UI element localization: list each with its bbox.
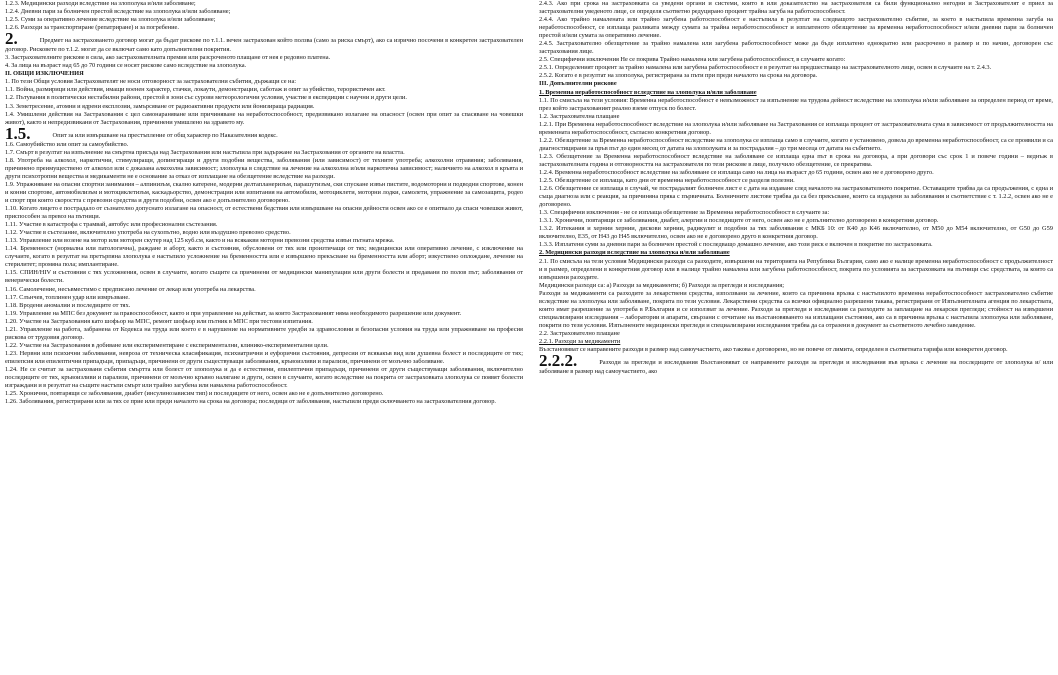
- paragraph: [5, 103, 523, 111]
- paragraph-text: 1.2.3. Обезщетение за Временна неработоспособност вследствие на заболяване се изплаща една път в срока на договора, а при договори със срок 1 и повече години – веднъж в застрахователната година и отговорността на застрахователя по тези рискове в лице, получило обезщетение, се прекратява.: [539, 152, 1053, 168]
- paragraph: [5, 62, 523, 70]
- paragraph-text: 1.22. Участие на Застрахования в добиване или експериментиране с експериментални, клинико-експериментални цели.: [5, 341, 329, 349]
- paragraph-text: 1. По тези Общи условия Застрахователят не носи отговорност за застрахователни събития, държащи се на:: [5, 78, 297, 86]
- paragraph-text: 2. Медицински разходи вследствие на злополука и/или заболяване: [539, 249, 730, 257]
- paragraph: [5, 16, 523, 24]
- paragraph-text: 1.9. Упражняване на опасни спортни занимания – алпинизъм, скално катерене, модерни делтапланеризъм, парашутизъм, ски спускане извън пистите, водомоторни и подводни спортове, конен и конни спортове, автомобилизъм и мотоциклетизъм, каскадьорство, демонстрации или изпитания на автомобили, мотоциклети, моторни лодки, самолети, упражнение за самозащита, родео и спорт при които скоростта с превозни средства и други подобни, освен ако е допълнително договорено.: [5, 180, 523, 204]
- paragraph-text: 1.2.5. Обезщетение се изплаща, като дни от временна неработоспособност се разделя полезни.: [539, 177, 795, 185]
- paragraph-text: III. Допълнителни рискове: [539, 80, 617, 88]
- paragraph-text: 1.6. Самоубийство или опит за самоубийство.: [5, 140, 129, 148]
- paragraph-text: 1.2.6. Разходи за транспортиране (репатриране) и за погребение.: [5, 24, 179, 32]
- paragraph-text: 1.3. Специфични изключения - не се изплаща обезщетение за Временна неработоспособност в случаите за:: [539, 209, 830, 217]
- paragraph: [539, 89, 1053, 97]
- paragraph: [539, 80, 1053, 88]
- paragraph-text: 1.2.4. Временна неработоспособност вследствие на заболяване се изплаща само на лица на възраст до 65 години, освен ако не е договорено друго.: [539, 168, 934, 176]
- paragraph: [5, 221, 523, 229]
- paragraph-text: 1.26. Заболявания, регистрирани или за тях се прие или преди началото на срока на договора; последици от заболявания, настъпили преди сключването на застрахователния договор.: [5, 398, 496, 406]
- paragraph-text: 3. Застрахователните рискове в сила, ако застрахователната премия или разсроченото плащане от нея е редовно платена.: [5, 54, 331, 62]
- paragraph: [5, 350, 523, 366]
- paragraph-text: 1. Временна неработоспособност вследствие на злополука и/или заболяване: [539, 88, 757, 96]
- paragraph-text: 1.7. Смърт в резултат на изпълнение на смъртна присъда над Застрахования или настъпила при задържане на Застрахования от органите на властта.: [5, 148, 405, 156]
- paragraph-text: 1.2.6. Обезщетение се изплаща в случай, че пострадалият болничен лист е с дата на издаване след началото на застрахователното покритие. Оставащите трябва да са продължения, с една и съща диагноза или с реакция, за причиняна пряка с първичната. Болничните листове трябва да са без прекъсване, които са издадени за заболявания и съответствие с т. 1.2.2, освен ако не е договорено.: [539, 185, 1053, 209]
- paragraph: [539, 40, 1053, 56]
- paragraph-text: 2.4.5. Застрахователно обезщетение за трайно намалена или загубена работоспособност може да бъде изплатено еднократно или разсрочено в размер и по начин, договорен със застрахования лице.: [539, 40, 1053, 56]
- paragraph-text: 1.3.1. Хронични, повтарящи се заболявания, диабет, алергии и последиците от него, освен ако не е допълнително договорено в конкретния договор.: [539, 217, 939, 225]
- paragraph-text: 2.1. По смисъла на тези условия Медицински разходи са разходите, извършени на територията на Република България, само ако е налице временна неработоспособност с продължителност и в размер, определени в конкретния договор или в налице трайно намалена или загубена работоспособност, покрита по условията за застраховката на пътници със средствата, за които са извършени разходите.: [539, 257, 1053, 281]
- paragraph: [539, 225, 1053, 241]
- paragraph: [539, 282, 1053, 290]
- paragraph: [5, 398, 523, 406]
- paragraph-text: 1.3. Земетресение, атомни и ядрени експлозии, замърсяване от радиоактивни продукти или йонизираща радиация.: [5, 102, 315, 110]
- paragraph: [539, 137, 1053, 153]
- paragraph-text: 2.5.2. Когато е в резултат на злополука, регистрирана за пъти при преди началото на срока на договора.: [539, 72, 818, 80]
- paragraph-text: 2.4.4. Ако трайно намалената или трайно загубена работоспособност е настъпила в резултат на следващото застрахователно събитие, за което в настъпила временна загуба на неработоспособност, се изплаща разликата между сумата за трайна неработоспособност и изплатеното обезщетение за временна неработоспособност и/или дневни пари за болничен престой и/или сумата за оперативно лечение.: [539, 16, 1053, 40]
- paragraph: [539, 121, 1053, 137]
- paragraph: [5, 24, 523, 32]
- paragraph: [5, 54, 523, 62]
- paragraph-text: 2.5. Специфични изключения Не се покрива Трайно намалена или загубена работоспособност, в случаите когато:: [539, 56, 846, 64]
- paragraph-text: 1.2.5. Суми за оперативно лечение вследствие на злополука и/или заболяване;: [5, 16, 216, 24]
- paragraph: [5, 181, 523, 205]
- paragraph: [539, 290, 1053, 330]
- paragraph-text: 1.13. Управление или возене на мотор или моторен скутер над 125 куб.см, както и на всякакви моторни превозни средства извън пътната мрежа.: [5, 237, 395, 245]
- paragraph: [5, 0, 523, 8]
- paragraph: [539, 241, 1053, 249]
- paragraph-text: Медицински разходи са: а) Разходи за медикаменти; б) Разходи за прегледи и изследвания;: [539, 281, 784, 289]
- right-column: [539, 0, 1053, 675]
- paragraph-text: 1.21. Управление на работа, забранена от Кодекса на труда или което е в нарушение на нормативните уредби за здравословни и безопасни условия на труда или упражняване на професия рискова от трудовия договор.: [5, 325, 523, 341]
- paragraph-text: 1.20. Участие на Застрахования като шофьор на МПС, ремонт шофьор или пътник в МПС при тестови изпитания.: [5, 317, 313, 325]
- paragraph-text: 1.8. Употреба на алкохол, наркотични, стимулиращи, допингиращи и други подобни вещества, заболявания (или зависимост) от техните употреба; алкохолни отравяния; заболявания, причинено преимуществено от алкохол или с доказана алкохолна зависимост; злополука в следствие на лечение на алкохолна и/или наркотична зависимост; наличието на алкохол в кръвта и други психотропни вещества и медикаменти не е основание за отказ от изплащане на обезщетение вследствие на разходи.: [5, 156, 523, 180]
- section-number: 2.2.2.: [539, 351, 578, 371]
- paragraph: [5, 310, 523, 318]
- paragraph: [539, 177, 1053, 185]
- paragraph-text: Разходи за медикаменти са разходите за лекарствени средства, използвани за лечение, които са причинна връзка с настъпилото временна неработоспособност застрахователно събитие вследствие на злополука или заболяване, покрита по тези условия. Лекарствени средства са всички официално разрешени такава, регистрирани от Изпълнителната агенция по лекарствата, които имат разрешение за употреба в Р.България и се използват за лечение. Разходи за прегледи и изследвания са разходите за заплащане на лекарски прегледи; стойност на извършени специализирани изследвания – лаборатории и апарати, свързани с отчитане на възстановяването на изплащани състояния, ако са в причинна връзка с настъпила злополука или заболяване, покрити по тези условия. Изпълнените медицински прегледи и специализирани изследвания трябва да са отразени в документ за съответното лечебно заведение.: [539, 289, 1053, 329]
- paragraph-text: 1.17. Слънчев, топлинен удар или измръзване.: [5, 293, 130, 301]
- paragraph: [5, 286, 523, 294]
- paragraph: [5, 78, 523, 86]
- paragraph-text: Опит за или извършване на престъпление от общ характер по Наказателния кодекс.: [52, 131, 278, 139]
- paragraph: [5, 237, 523, 245]
- section-number: 2.: [5, 29, 18, 49]
- paragraph: [5, 245, 523, 269]
- paragraph: [539, 351, 1053, 376]
- paragraph-text: Разходи за прегледи и изследвания Възстановяват се направените разходи за прегледи и изследвания във връзка с лечение на последиците от злополука и/ или заболяване в размер над самоучастието, ако: [539, 359, 1053, 376]
- paragraph: [539, 169, 1053, 177]
- paragraph: [539, 0, 1053, 16]
- paragraph: [539, 56, 1053, 64]
- paragraph-text: 1.19. Управление на МПС без документ за правоспособност, както и при управление на действат, за които Застрахованият няма необходимото разрешение или документ.: [5, 309, 462, 317]
- paragraph: [5, 205, 523, 221]
- paragraph-text: 1.2.3. Медицински разходи вследствие на злополука и/или заболяване;: [5, 0, 196, 7]
- paragraph: [5, 157, 523, 181]
- paragraph: [5, 326, 523, 342]
- paragraph-text: 1.23. Нервни или психични заболявания, невроза от техническа класификация, психиатрични и еуфорични състояния, депресии от всякакъв вид или душевна болест и последиците от тях; епилепсия или епилептични припадъци, припадъци, причинени от други съществуващи заболявания, кръвоизливи и парализи, причинени от мозъчно заболяване.: [5, 349, 523, 365]
- paragraph-text: Предмет на застраховането договор могат да бъдат рискове по т.1.1. вечен застрахован който ползва (само за рискa смърт), ако са изрично посочени в конкретен застрахователен договор. Рисковете по т.1.2. могат да се включат само като допълнителни покрития.: [5, 37, 523, 54]
- paragraph: [539, 258, 1053, 282]
- paragraph-text: 1.24. Не се считат за застраховани събития смъртта или болест от злополука и да е естествени, епилептични припадъци, причинени от други съществуващи заболявания, включително последиците от тях, кръвоизливи и парализи, причинени от мозъчно кръвно налягане и други, освен в случаите, когато вследствие на покрита от застраховката злополука се появят болести изграждани и в резултат на същите настъпи смърт или трайно загубена или намалена работоспособност.: [5, 365, 523, 390]
- paragraph-text: 1.4. Умишлени действия на Застрахования с цел самонараняване или причиняване на неработоспособност, предизвикано излагане на опасност (освен при опит за спасяване на човешки живот), както и непредизвикани от Застрахования, причинени умишлено на здравето му.: [5, 110, 523, 126]
- paragraph: [5, 94, 523, 102]
- paragraph: [5, 8, 523, 16]
- paragraph: [5, 269, 523, 285]
- paragraph: [539, 16, 1053, 40]
- paragraph-text: II. ОБЩИ ИЗКЛЮЧЕНИЯ: [5, 70, 84, 78]
- left-column: [5, 0, 523, 675]
- paragraph-text: 1.14. Бременност (нормална или патологична), раждане и аборт, както и състояния, обусловени от тях или произтичащи от тях; медицински или оперативно лечение, с изключение на случаите, когато в резултат на претърпяна злополука е настъпило усложнение на бременността или е извършено прекъсване на бременността или аборт; изкуствено оплождане, лечение на стерилитет; промяна пола; имплантиране.: [5, 245, 523, 269]
- paragraph: [5, 29, 523, 54]
- paragraph-text: 1.15. СПИН/HIV и състояния с тях усложнения, освен в случаите, когато същите са причинени от медицински манипулации или други болести и предавани по полов път; заболявания от венерически болести.: [5, 269, 523, 285]
- paragraph-text: 1.10. Когато лицето е пострадало от съзнателно допуснато излагане на опасност, от естествени бедствия или извършване на опасни дейности освен ако се е опитвало да спаси човешки живот, приспособен за превоз на пътници.: [5, 205, 523, 221]
- paragraph: [5, 229, 523, 237]
- paragraph: [5, 70, 523, 78]
- paragraph: [539, 338, 1053, 346]
- paragraph: [5, 141, 523, 149]
- paragraph: [539, 72, 1053, 80]
- paragraph-text: 1.12. Участие в състезание, включително употреба на сухопътно, водно или въздушно превозно средство.: [5, 229, 291, 237]
- paragraph: [539, 113, 1053, 121]
- paragraph-text: 1.11. Участие в катастрофа с трамвай, автобус или професионални състезания.: [5, 221, 218, 229]
- paragraph-text: 2.4.3. Ако при срока на застраховката са уведени органи и системи, които в или доказателство на застрахователя са били функционално негодни и Застрахователят е приел за застрахователни уведеното лице, се определя съответно редуцирано процент трайна загуба на работоспособност.: [539, 0, 1053, 16]
- paragraph: [5, 294, 523, 302]
- paragraph: [5, 318, 523, 326]
- paragraph-text: 1.18. Вродени аномалии и последиците от тях.: [5, 301, 131, 309]
- paragraph-text: 1.1. По смисъла на тези условия: Временна неработоспособност е невъзможност за изпълнение на трудова дейност вследствие на злополука и/или заболяване за определен период от време, през който застрахованият реално вземе отпуск по болест.: [539, 96, 1053, 112]
- paragraph-text: 1.2.4. Дневни пари за болничен престой вследствие на злополука и/или заболяване;: [5, 8, 231, 16]
- paragraph-text: 4. За лица на възраст над 65 до 70 години се носят рискове само вследствие на злополука.: [5, 62, 247, 70]
- paragraph: [5, 111, 523, 127]
- paragraph: [539, 64, 1053, 72]
- paragraph: [5, 86, 523, 94]
- paragraph-text: 1.3.3. Изплатени суми за дневни пари за болничен престой с последващо домашно лечение, ако този риск е включен в покритие по застраховката.: [539, 241, 933, 249]
- paragraph-text: 1.2. Пътувания в политически нестабилни райони, престой в зони със сурови метеорологични условия, участие в експедиции с научни и други цели.: [5, 94, 407, 102]
- paragraph: [5, 123, 523, 143]
- paragraph: [539, 185, 1053, 209]
- paragraph: [539, 330, 1053, 338]
- paragraph: [539, 97, 1053, 113]
- paragraph: [539, 153, 1053, 169]
- paragraph-text: 1.16. Самолечение, несъвместимо с предписано лечение от лекар или употреба на лекарства.: [5, 285, 256, 293]
- paragraph-text: 1.3.2. Изтекания и хернии хернии, дискови хернии, радикулит и подобни за тях заболявания с МКБ 10: от К40 до К46 включително, от М50 до М54 включително, от G50 до G59 включително, Е35, от Н43 до Н45 включително, освен ако не е договорено друго в конкретния договор.: [539, 225, 1053, 241]
- paragraph: [5, 302, 523, 310]
- paragraph-text: 1.2.1. При Временна неработоспособност вследствие на злополука и/или заболяване на Застрахования се изплаща процент от застрахователната сума в зависимост от продължителността на временната неработоспособност, съгласно конкретния договор.: [539, 120, 1053, 136]
- paragraph-text: 1.1. Война, размирици или действия, имащи военен характер, стачки, локаути, демонстрации, саботаж и опит за убийство, терористичен акт.: [5, 86, 386, 94]
- paragraph-text: 1.25. Хронични, повтарящи се заболявания, диабет (инсулинозависим тип) и последиците от него, освен ако не е допълнително договорено.: [5, 390, 384, 398]
- paragraph: [5, 366, 523, 390]
- paragraph-text: 1.2. Застрахователна плащане: [539, 112, 620, 120]
- paragraph: [539, 217, 1053, 225]
- paragraph: [539, 209, 1053, 217]
- paragraph: [5, 342, 523, 350]
- paragraph-text: Възстановяват се направените разходи в размер над самоучастието, ако такова е договорено, но не повече от лимита, определен в съответната тарифа или конкретен договор.: [539, 346, 1008, 354]
- paragraph-text: 1.2.2. Обезщетение за Временна неработоспособност вследствие на злополука се изплаща само в случаите, когато е установено, довела до временна неработоспособност, са се проявили и са диагностицирани за пръв път до един месец от датата на злополуката и за пострадалия – до три месеца от датата на събитието.: [539, 136, 1053, 152]
- paragraph-text: 2.2. Застрахователно плащане: [539, 329, 620, 337]
- paragraph: [539, 346, 1053, 354]
- paragraph: [5, 390, 523, 398]
- paragraph: [539, 249, 1053, 257]
- section-number: 1.5.: [5, 123, 31, 143]
- paragraph-text: 2.5.1. Определеният процент за трайно намалена или загубена работоспособност е в резултат на предшестващо на застрахователното лице, освен в случаите на т. 2.4.3.: [539, 64, 992, 72]
- paragraph-text: 2.2.1. Разходи за медикаменти: [539, 337, 621, 345]
- paragraph: [5, 149, 523, 157]
